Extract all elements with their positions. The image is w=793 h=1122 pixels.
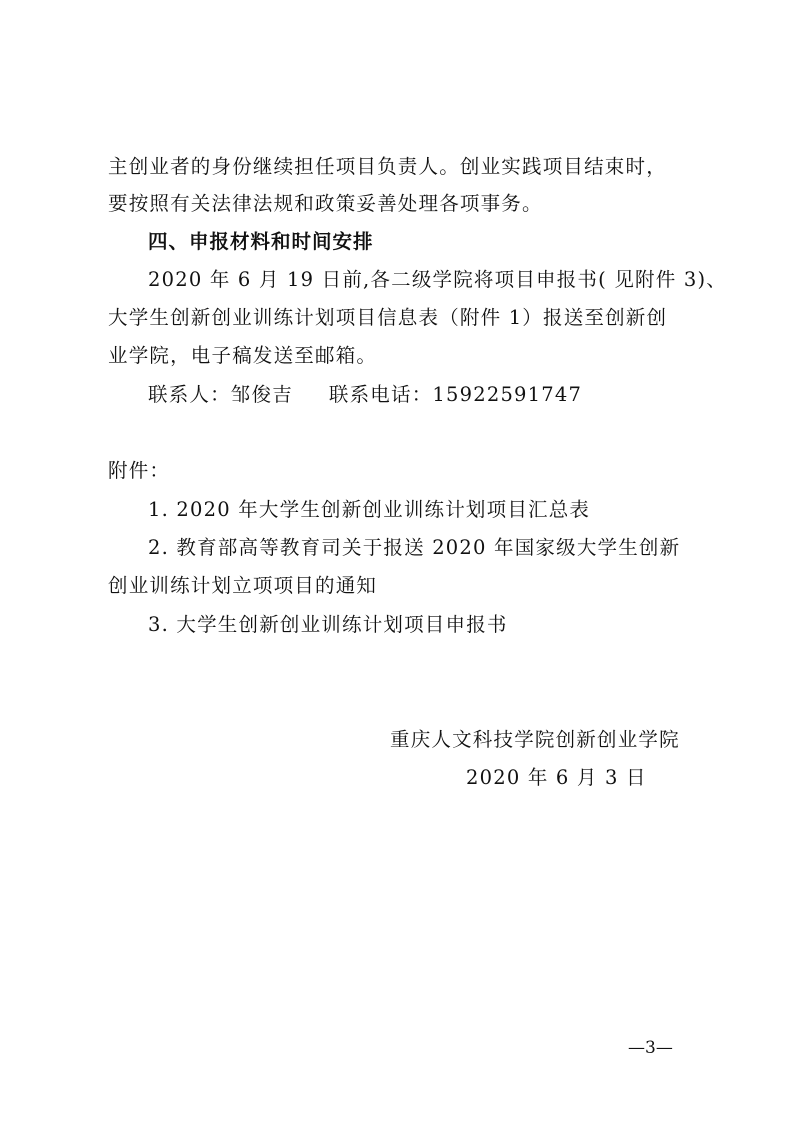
contact-person: 联系人：邹俊吉 — [148, 383, 293, 406]
contact-phone: 联系电话：15922591747 — [328, 383, 583, 406]
attachment-item-3: 3. 大学生创新创业训练计划项目申报书 — [148, 613, 508, 636]
paragraph-line-2: 要按照有关法律法规和政策妥善处理各项事务。 — [108, 192, 543, 215]
paragraph-line-1: 主创业者的身份继续担任项目负责人。创业实践项目结束时， — [108, 155, 667, 178]
attachment-item-2: 2. 教育部高等教育司关于报送 2020 年国家级大学生创新 — [148, 536, 681, 559]
submission-line-3: 业学院，电子稿发送至邮箱。 — [108, 344, 378, 367]
signature-organization: 重庆人文科技学院创新创业学院 — [390, 728, 680, 751]
submission-line-2: 大学生创新创业训练计划项目信息表（附件 1）报送至创新创 — [108, 306, 668, 329]
signature-date: 2020 年 6 月 3 日 — [466, 766, 647, 789]
attachment-item-2-continued: 创业训练计划立项项目的通知 — [108, 574, 378, 597]
submission-line-1: 2020 年 6 月 19 日前,各二级学院将项目申报书( 见附件 3)、 — [148, 268, 727, 291]
attachments-label: 附件： — [108, 459, 171, 482]
attachment-item-1: 1. 2020 年大学生创新创业训练计划项目汇总表 — [148, 498, 591, 521]
page-number: —3— — [628, 1038, 673, 1058]
contact-line — [148, 381, 582, 409]
section-heading: 四、申报材料和时间安排 — [148, 230, 374, 253]
